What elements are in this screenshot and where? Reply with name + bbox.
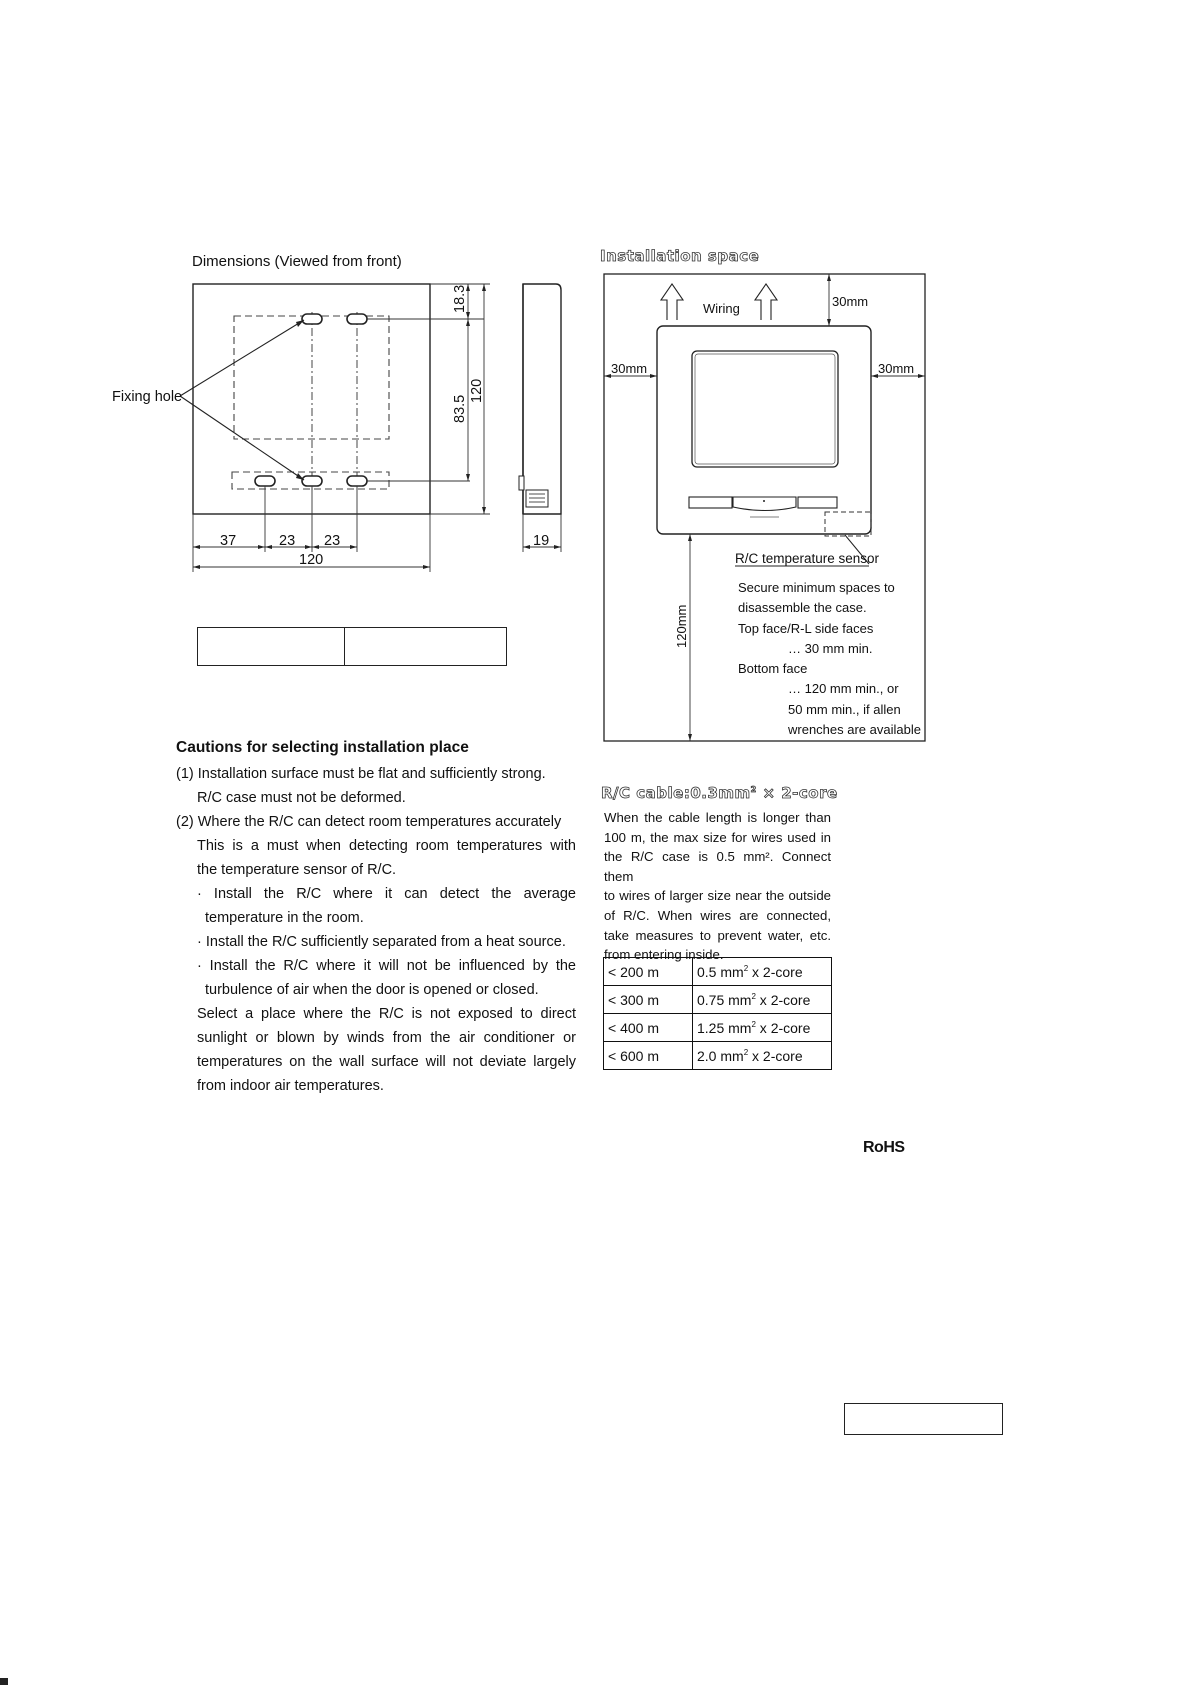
note-line: 50 mm min., if allen — [788, 701, 901, 717]
cable-size-cell: 0.75 $mm^2$ x 2-core — [693, 986, 832, 1014]
dim-height: 120 — [469, 378, 485, 403]
blank-footer-box — [844, 1403, 1003, 1435]
space-bottom: 120mm — [674, 604, 689, 648]
cable-title-sup: 2 — [750, 785, 757, 794]
cable-description — [604, 808, 831, 965]
blank-cell-left — [197, 627, 345, 666]
cable-size-table — [603, 957, 832, 1070]
cable-line: from entering inside. — [604, 947, 724, 963]
rohs-mark: RoHS — [863, 1139, 905, 1156]
table-row — [604, 1042, 832, 1070]
cable-size-cell: 1.25 $mm^2$ x 2-core — [693, 1014, 832, 1042]
caution-line: turbulence of air when the door is opened or closed. — [205, 982, 539, 998]
cable-size-cell: 0.5 $mm^2$ x 2-core — [693, 958, 832, 986]
note-line: wrenches are available — [788, 722, 921, 738]
space-top: 30mm — [832, 294, 869, 309]
installation-notes — [738, 578, 921, 740]
cable-title — [601, 786, 838, 801]
cable-line: to wires of larger size near the outside — [604, 888, 831, 904]
cable-length-cell: < 600 m — [604, 1042, 693, 1070]
cable-line: the R/C case is 0.5 mm². Connect them — [604, 849, 831, 884]
table-row — [604, 958, 832, 986]
dimensions-drawing — [100, 270, 580, 580]
dim-depth: 19 — [533, 533, 550, 549]
dim-hole-spacing: 83.5 — [452, 394, 468, 423]
cable-line: take measures to prevent water, etc. — [604, 927, 831, 943]
note-line: disassemble the case. — [738, 600, 867, 616]
dim-width: 120 — [299, 552, 324, 568]
caution-line: · Install the R/C where it will not be influenced by the — [197, 958, 576, 974]
dim-hole-gap-2: 23 — [324, 533, 341, 549]
caution-line: (2) Where the R/C can detect room temperatures accurately — [176, 814, 562, 830]
cable-length-cell: < 300 m — [604, 986, 693, 1014]
cable-length-cell: < 400 m — [604, 1014, 693, 1042]
fixing-hole-label: Fixing hole — [112, 389, 183, 405]
caution-line: · Install the R/C where it can detect the average — [197, 886, 576, 902]
caution-line: (1) Installation surface must be flat and sufficiently strong. — [176, 766, 546, 782]
fixing-hole — [347, 476, 367, 486]
wiring-label: Wiring — [703, 301, 740, 316]
caution-line: R/C case must not be deformed. — [197, 790, 406, 806]
fixing-hole — [302, 476, 322, 486]
cable-length-cell: < 200 m — [604, 958, 693, 986]
cable-title-prefix: R/C cable:0.3mm — [601, 784, 751, 802]
page-edge-mark — [0, 1678, 8, 1685]
fixing-hole — [255, 476, 275, 486]
fixing-hole-leader — [180, 320, 304, 396]
dim-left-offset: 37 — [220, 533, 237, 549]
table-row — [604, 986, 832, 1014]
table-row — [604, 1014, 832, 1042]
dim-hole-gap-1: 23 — [279, 533, 296, 549]
note-line: … 30 mm min. — [788, 640, 873, 656]
note-line: … 120 mm min., or — [788, 681, 899, 697]
fixing-hole — [302, 314, 322, 324]
cable-line: When the cable length is longer than — [604, 810, 831, 825]
dim-top-offset: 18.3 — [452, 284, 468, 313]
space-left: 30mm — [611, 361, 648, 376]
fixing-hole-leader — [180, 396, 304, 480]
note-line: Secure minimum spaces to — [738, 580, 895, 595]
installation-space-title: Installation space — [600, 247, 760, 265]
caution-line: · Install the R/C sufficiently separated from a heat source. — [197, 934, 566, 950]
cable-size-cell: 2.0 $mm^2$ x 2-core — [693, 1042, 832, 1070]
cable-line: of R/C. When wires are connected, — [604, 907, 831, 923]
dimensions-title: Dimensions (Viewed from front) — [192, 253, 402, 270]
cautions-title: Cautions for selecting installation place — [176, 739, 469, 756]
wiring-arrow-right — [755, 284, 777, 320]
sensor-label: R/C temperature sensor — [735, 551, 880, 566]
cable-line: 100 m, the max size for wires used in — [604, 829, 831, 845]
cable-title-suffix: × 2-core — [756, 784, 838, 802]
rc-side-outline — [523, 284, 561, 514]
fixing-hole — [347, 314, 367, 324]
note-line: Top face/R-L side faces — [738, 620, 874, 636]
blank-cell-right — [344, 627, 507, 666]
caution-line: temperatures on the wall surface will not deviate largely — [197, 1054, 576, 1070]
wiring-arrow-left — [661, 284, 683, 320]
caution-line: This is a must when detecting room temperatures with — [197, 838, 576, 854]
caution-line: temperature in the room. — [205, 910, 364, 926]
caution-line: the temperature sensor of R/C. — [197, 862, 397, 878]
caution-line: from indoor air temperatures. — [197, 1078, 384, 1094]
space-right: 30mm — [878, 361, 915, 376]
caution-line: sunlight or blown by winds from the air conditioner or — [197, 1030, 576, 1046]
caution-line: Select a place where the R/C is not exposed to direct — [197, 1006, 576, 1022]
cautions-body — [176, 762, 576, 1098]
note-line: Bottom face — [738, 661, 808, 677]
